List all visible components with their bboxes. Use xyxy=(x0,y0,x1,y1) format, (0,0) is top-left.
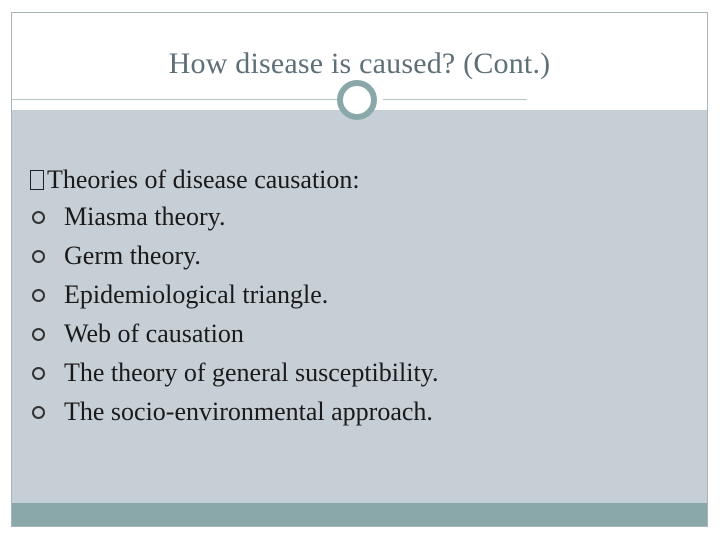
content-panel xyxy=(12,110,707,503)
list-item xyxy=(32,202,226,232)
list-item-text: Epidemiological triangle. xyxy=(64,280,329,309)
hollow-circle-bullet-icon xyxy=(32,289,45,302)
hollow-circle-bullet-icon xyxy=(32,211,45,224)
hollow-circle-bullet-icon xyxy=(32,328,45,341)
divider-line-left xyxy=(12,99,337,100)
list-item-text: The theory of general susceptibility. xyxy=(64,358,439,387)
list-item-text: The socio-environmental approach. xyxy=(64,397,433,426)
list-item-text: Miasma theory. xyxy=(64,202,226,231)
ring-ornament-icon xyxy=(337,80,377,120)
list-item xyxy=(32,319,244,349)
square-bullet-icon xyxy=(30,170,44,190)
list-item-text: Germ theory. xyxy=(64,241,201,270)
list-item xyxy=(32,280,328,310)
slide-title: How disease is caused? (Cont.) xyxy=(168,47,551,80)
footer-bar xyxy=(12,503,707,526)
list-item xyxy=(32,241,201,271)
list-item xyxy=(32,358,438,388)
list-heading-text: Theories of disease causation: xyxy=(47,165,360,194)
list-item-text: Web of causation xyxy=(64,319,244,348)
divider-line-right xyxy=(383,99,527,100)
hollow-circle-bullet-icon xyxy=(32,406,45,419)
list-heading xyxy=(30,165,360,195)
hollow-circle-bullet-icon xyxy=(32,250,45,263)
list-item xyxy=(32,397,433,427)
hollow-circle-bullet-icon xyxy=(32,367,45,380)
